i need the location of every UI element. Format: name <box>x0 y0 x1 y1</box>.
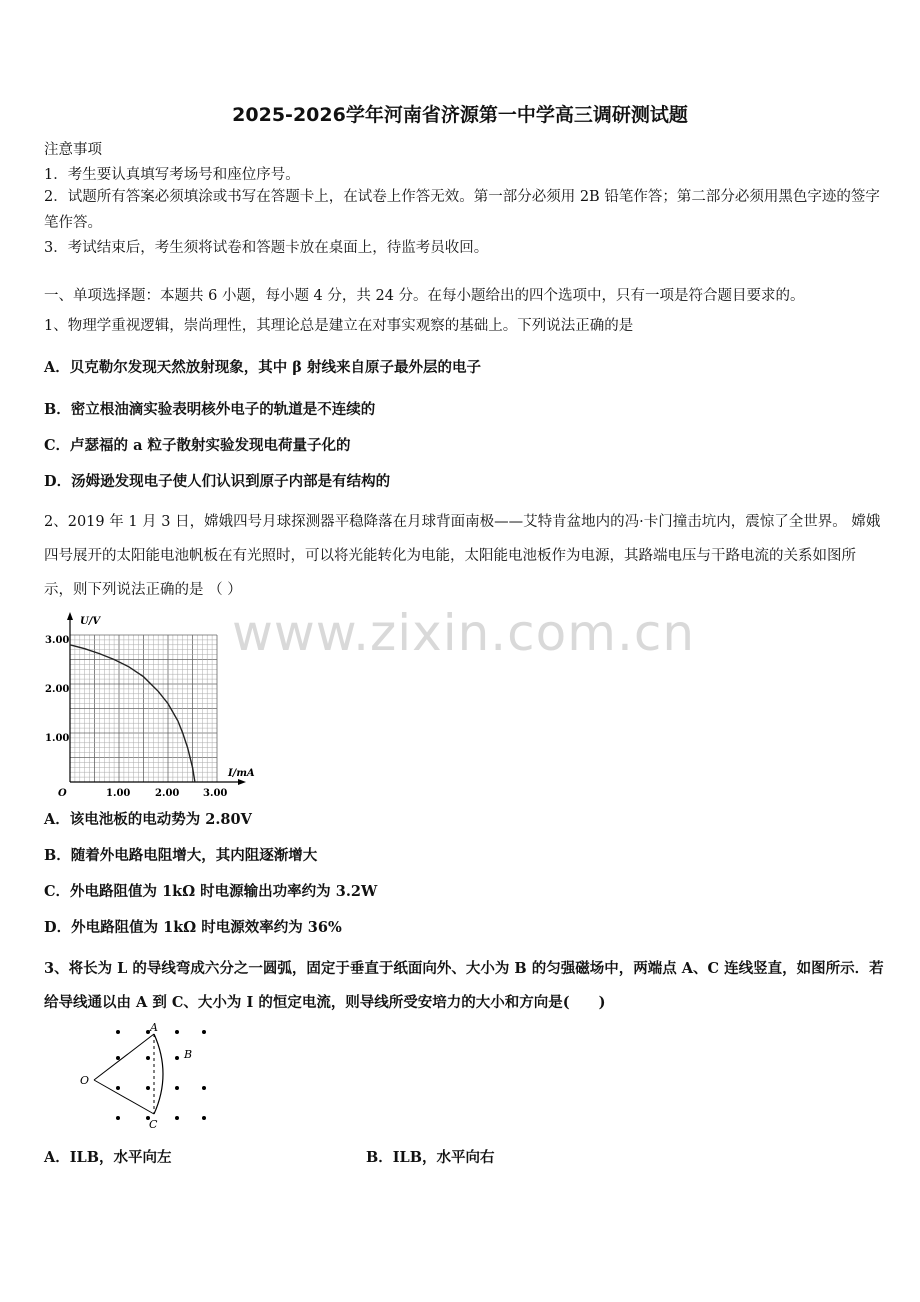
label-o: O <box>80 1074 90 1087</box>
q1-option-a: A．贝克勒尔发现天然放射现象，其中 β 射线来自原子最外层的电子 <box>44 359 481 376</box>
origin-label: O <box>58 788 67 799</box>
magnetic-field-figure <box>76 1022 226 1134</box>
chart-grid <box>70 635 217 782</box>
wire-arc <box>154 1034 163 1114</box>
iu-chart <box>40 612 260 800</box>
x-axis-arrow <box>238 779 246 785</box>
page-title: 2025-2026学年河南省济源第一中学高三调研测试题 <box>232 104 688 126</box>
x-tick-2: 2.00 <box>155 788 180 799</box>
radius-oc <box>94 1080 154 1114</box>
q1-option-b: B．密立根油滴实验表明核外电子的轨道是不连续的 <box>44 401 376 418</box>
notice-item-2: 2．试题所有答案必须填涂或书写在答题卡上，在试卷上作答无效。第一部分必须用 2B 铅笔作答；第二部分必须用黑色字迹的签字笔作答。 <box>44 189 880 231</box>
y-tick-2: 2.00 <box>45 684 70 695</box>
q2-option-b: B．随着外电路电阻增大，其内阻逐渐增大 <box>44 847 318 864</box>
field-dots <box>116 1030 206 1120</box>
x-tick-1: 1.00 <box>106 788 131 799</box>
q1-option-c: C．卢瑟福的 a 粒子散射实验发现电荷量子化的 <box>44 437 351 454</box>
label-a: A <box>150 1022 158 1034</box>
watermark: www.zixin.com.cn <box>232 604 696 662</box>
radius-oa <box>94 1034 154 1080</box>
q2-option-c: C．外电路阻值为 1kΩ 时电源输出功率约为 3.2W <box>44 883 378 900</box>
x-axis-label: I/mA <box>228 768 255 779</box>
q3-option-b: B．ILB，水平向右 <box>366 1149 495 1166</box>
q1-option-d: D．汤姆逊发现电子使人们认识到原子内部是有结构的 <box>44 473 391 490</box>
q2-option-a: A．该电池板的电动势为 2.80V <box>44 811 252 828</box>
y-tick-1: 1.00 <box>45 733 70 744</box>
notice-item-1: 1．考生要认真填写考场号和座位序号。 <box>44 167 300 183</box>
section-heading: 一、单项选择题：本题共 6 小题，每小题 4 分，共 24 分。在每小题给出的四个选项中，只有一项是符合题目要求的。 <box>44 288 805 304</box>
q2-option-d: D．外电路阻值为 1kΩ 时电源效率约为 36% <box>44 919 342 936</box>
y-axis-label: U/V <box>80 616 101 627</box>
q3-stem: 3、将长为 L 的导线弯成六分之一圆弧，固定于垂直于纸面向外、大小为 B 的匀强磁场中，两端点 A、C 连线竖直，如图所示．若给导线通以由 A 到 C、大小为 I 的恒定电流，则导线所受安培力的大小和方向是( ) <box>44 960 884 1011</box>
y-axis-arrow <box>67 612 73 620</box>
q2-stem: 2、2019 年 1 月 3 日，嫦娥四号月球探测器平稳降落在月球背面南极——艾特肯盆地内的冯·卡门撞击坑内，震惊了全世界。 嫦娥四号展开的太阳能电池帆板在有光照时，可以将光能转化为电能，太阳能电池板作为电源，其路端电压与干路电流的关系如图所示，则下列说法正确的是 （ ） <box>44 514 881 598</box>
notice-item-3: 3．考试结束后，考生须将试卷和答题卡放在桌面上，待监考员收回。 <box>44 240 489 256</box>
q3-option-a: A．ILB，水平向左 <box>44 1149 172 1166</box>
x-tick-3: 3.00 <box>203 788 228 799</box>
q1-stem: 1、物理学重视逻辑，崇尚理性，其理论总是建立在对事实观察的基础上。下列说法正确的是 <box>44 318 634 334</box>
y-tick-3: 3.00 <box>45 635 70 646</box>
notice-heading: 注意事项 <box>44 142 102 158</box>
label-b: B <box>184 1048 193 1061</box>
label-c: C <box>149 1118 158 1131</box>
